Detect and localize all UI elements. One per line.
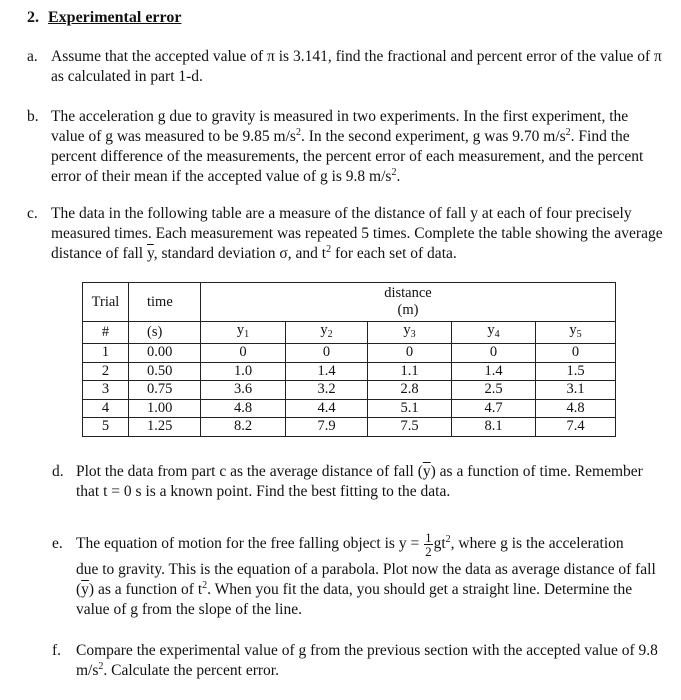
- table-header-row: [83, 283, 616, 322]
- item-a-label: a.: [27, 48, 38, 65]
- section-title: [27, 8, 181, 28]
- item-b-text: The acceleration g due to gravity is measured in two experiments. In the first experiment, the value of g was measured to be 9.85 $m/s^2$. In the second experiment, g was 9.70 $m/s^2$. Find the percent difference of the measurements, the percent error of each measurement, and the percent error of their mean if the accepted value of g is 9.8 $m/s^2$.: [51, 108, 644, 185]
- item-e: [52, 528, 663, 620]
- unit-y5: $y_5$: [536, 322, 616, 344]
- item-f-text: Compare the experimental value of g from the previous section with the accepted value of 9.8 $m/s^2$. Calculate the percent error.: [76, 642, 658, 679]
- item-e-label: e.: [52, 535, 63, 552]
- table-row: 2 0.50 1.0 1.4 1.1 1.4 1.5: [83, 362, 616, 381]
- header-trial: Trial: [83, 283, 129, 322]
- unit-y4: $y_4$: [452, 322, 536, 344]
- section-number: 2.: [27, 9, 39, 26]
- item-a-text: Assume that the accepted value of π is 3.141, find the fractional and percent error of the value of π as calculated in part 1-d.: [51, 48, 662, 85]
- item-d-label: d.: [52, 463, 64, 480]
- section-heading: Experimental error: [48, 9, 182, 26]
- item-a: [27, 47, 663, 87]
- unit-time: (s): [129, 322, 201, 344]
- table-row: 3 0.75 3.6 3.2 2.8 2.5 3.1: [83, 381, 616, 400]
- item-d: [52, 462, 663, 502]
- item-b-label: b.: [27, 108, 39, 125]
- unit-y2: $y_2$: [286, 322, 368, 344]
- item-c-label: c.: [27, 205, 38, 222]
- item-c: [27, 204, 663, 264]
- table-row: 1 0.00 0 0 0 0 0: [83, 344, 616, 363]
- header-time: time: [129, 283, 201, 322]
- item-f-label: f.: [52, 642, 62, 659]
- table-row: 4 1.00 4.8 4.4 5.1 4.7 4.8: [83, 399, 616, 418]
- data-table: [82, 282, 616, 437]
- unit-y1: $y_1$: [201, 322, 286, 344]
- table-row: 5 1.25 8.2 7.9 7.5 8.1 7.4: [83, 418, 616, 437]
- item-d-text: Plot the data from part c as the average distance of fall $(\overline{y})$ as a function of time. Remember that t = 0 s is a known point. Find the best fitting to the data.: [76, 463, 643, 500]
- table-unit-row: [83, 322, 616, 344]
- item-f: [52, 641, 663, 681]
- header-distance: distance (m): [201, 283, 616, 322]
- unit-trial: #: [83, 322, 129, 344]
- item-c-text: The data in the following table are a measure of the distance of fall y at each of four precisely measured times. Each measurement was repeated 5 times. Complete the table showing the average distance of fall $\overline{y}$, standard deviation σ, and $t^2$ for each set of data.: [51, 205, 663, 262]
- item-e-text: The equation of motion for the free falling object is y = $\frac{1}{2}$ $gt^2$, where g is the acceleration due to gravity. This is the equation of a parabola. Plot now the data as average distance of fall $(\overline{y})$ as a function of $t^2$. When you fit the data, you should get a straight line. Determine the value of g from the slope of the line.: [76, 529, 656, 618]
- item-b: [27, 107, 663, 187]
- unit-y3: $y_3$: [368, 322, 452, 344]
- fraction-one-half: $\frac{1}{2}$: [425, 529, 432, 559]
